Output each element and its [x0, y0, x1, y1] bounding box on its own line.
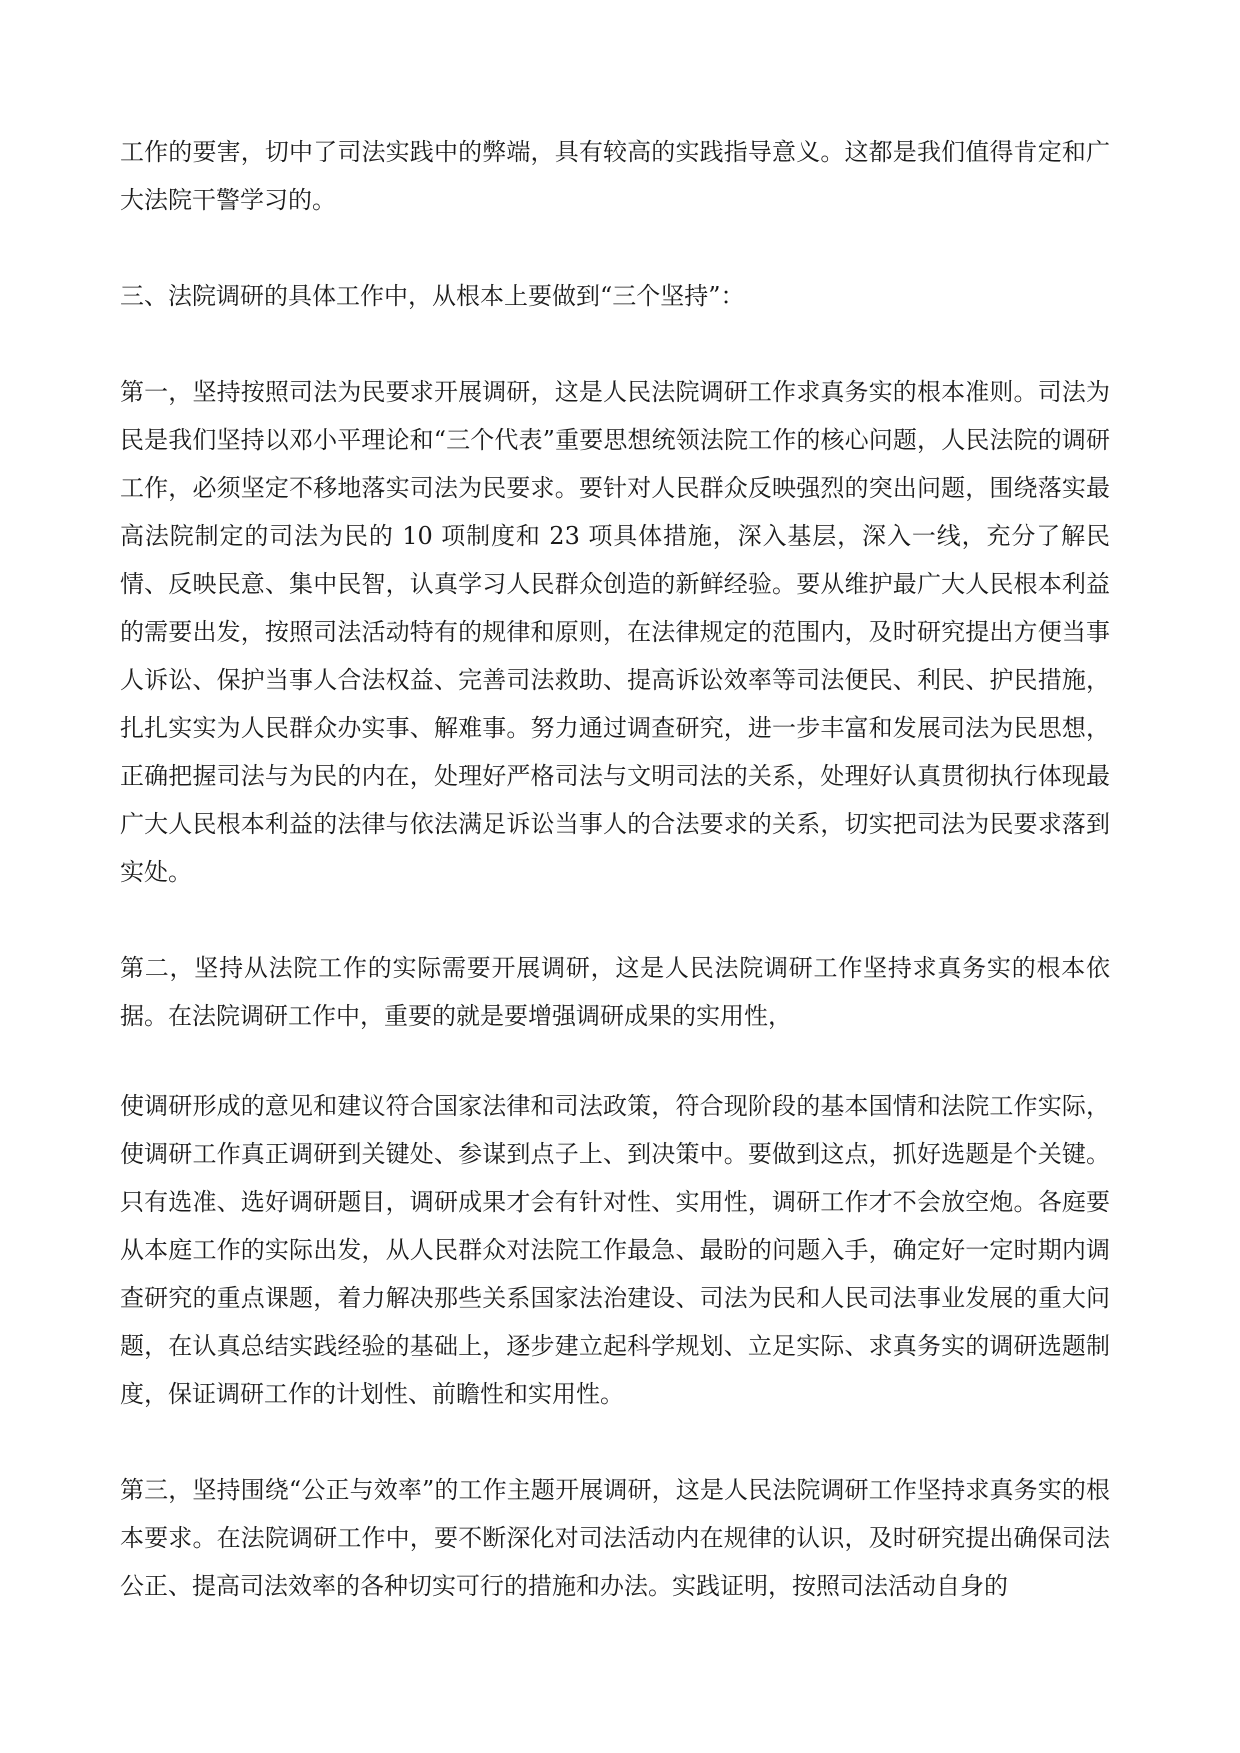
paragraph-second-persistence-continued: 使调研形成的意见和建议符合国家法律和司法政策，符合现阶段的基本国情和法院工作实际，使调研工作真正调研到关键处、参谋到点子上、到决策中。要做到这点，抓好选题是个关键。只有选准、选好调研题目，调研成果才会有针对性、实用性，调研工作才不会放空炮。各庭要从本庭工作的实际出发，从人民群众对法院工作最急、最盼的问题入手，确定好一定时期内调查研究的重点课题，着力解决那些关系国家法治建设、司法为民和人民司法事业发展的重大问题，在认真总结实践经验的基础上，逐步建立起科学规划、立足实际、求真务实的调研选题制度，保证调研工作的计划性、前瞻性和实用性。	[120, 1092, 1110, 1408]
document-body	[120, 128, 1110, 1610]
paragraph-continuation: 工作的要害，切中了司法实践中的弊端，具有较高的实践指导意义。这都是我们值得肯定和广大法院干警学习的。	[120, 138, 1110, 214]
paragraph-second-persistence: 第二，坚持从法院工作的实际需要开展调研，这是人民法院调研工作坚持求真务实的根本依据。在法院调研工作中，重要的就是要增强调研成果的实用性，	[120, 954, 1110, 1030]
paragraph-third-persistence: 第三，坚持围绕“公正与效率”的工作主题开展调研，这是人民法院调研工作坚持求真务实的根本要求。在法院调研工作中，要不断深化对司法活动内在规律的认识，及时研究提出确保司法公正、提高司法效率的各种切实可行的措施和办法。实践证明，按照司法活动自身的	[120, 1476, 1110, 1600]
section-heading-three-persistences: 三、法院调研的具体工作中，从根本上要做到“三个坚持”：	[120, 282, 745, 310]
paragraph-first-persistence: 第一，坚持按照司法为民要求开展调研，这是人民法院调研工作求真务实的根本准则。司法为民是我们坚持以邓小平理论和“三个代表”重要思想统领法院工作的核心问题，人民法院的调研工作，必须坚定不移地落实司法为民要求。要针对人民群众反映强烈的突出问题，围绕落实最高法院制定的司法为民的 10 项制度和 23 项具体措施，深入基层，深入一线，充分了解民情、反映民意、集中民智，认真学习人民群众创造的新鲜经验。要从维护最广大人民根本利益的需要出发，按照司法活动特有的规律和原则，在法律规定的范围内，及时研究提出方便当事人诉讼、保护当事人合法权益、完善司法救助、提高诉讼效率等司法便民、利民、护民措施，扎扎实实为人民群众办实事、解难事。努力通过调查研究，进一步丰富和发展司法为民思想，正确把握司法与为民的内在，处理好严格司法与文明司法的关系，处理好认真贯彻执行体现最广大人民根本利益的法律与依法满足诉讼当事人的合法要求的关系，切实把司法为民要求落到实处。	[120, 378, 1110, 886]
